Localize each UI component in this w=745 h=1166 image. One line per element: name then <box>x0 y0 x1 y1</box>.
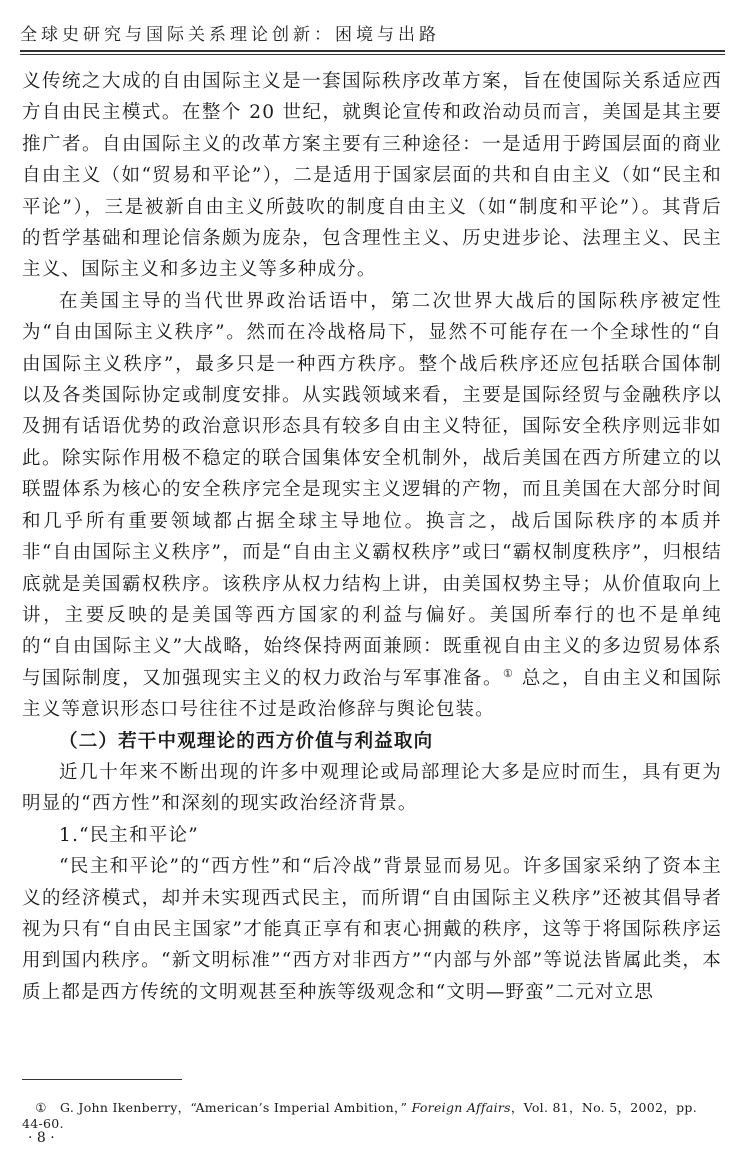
paragraph-1: 义传统之大成的自由国际主义是一套国际秩序改革方案，旨在使国际关系适应西方自由民主模式。在整个 20 世纪，就舆论宣传和政治动员而言，美国是其主要推广者。自由国际主义的改革方案主要有三种途径：一是适用于跨国层面的商业自由主义（如“贸易和平论”），二是适用于国家层面的共和自由主义（如“民主和平论”），三是被新自由主义所鼓吹的制度自由主义（如“制度和平论”）。其背后的哲学基础和理论信条颇为庞杂，包含理性主义、历史进步论、法理主义、民主主义、国际主义和多边主义等多种成分。 <box>22 71 722 281</box>
running-header: 全球史研究与国际关系理论创新：困境与出路 <box>20 25 440 45</box>
paragraph-2 <box>22 286 722 726</box>
body-text <box>22 66 722 1008</box>
footnote-rest: ，Vol. 81，No. 5，2002，pp. 44-60. <box>22 1100 697 1131</box>
footnote-author: G. John Ikenberry，“American’s Imperial Ambition，” <box>60 1100 408 1115</box>
footnote-marker[interactable]: ① <box>503 666 515 680</box>
section-heading: （二）若干中观理论的西方价值与利益取向 <box>59 730 434 752</box>
subsection-heading: 1.“民主和平论” <box>59 824 199 846</box>
paragraph-4: “民主和平论”的“西方性”和“后冷战”背景显而易见。许多国家采纳了资本主义的经济模式，却并未实现西式民主，而所谓“自由国际主义秩序”还被其倡导者视为只有“自由民主国家”才能真正享有和衷心拥戴的秩序，这等于将国际秩序运用到国内秩序。“新文明标准”“西方对非西方”“内部与外部”等说法皆属此类，本质上都是西方传统的文明观甚至种族等级观念和“文明—野蛮”二元对立思 <box>22 856 722 1003</box>
paragraph-2-text: 在美国主导的当代世界政治话语中，第二次世界大战后的国际秩序被定性为“自由国际主义秩序”。然而在冷战格局下，显然不可能存在一个全球性的“自由国际主义秩序”，最多只是一种西方秩序。整个战后秩序还应包括联合国体制以及各类国际协定或制度安排。从实践领域来看，主要是国际经贸与金融秩序以及拥有话语优势的政治意识形态具有较多自由主义特征，国际安全秩序则远非如此。除实际作用极不稳定的联合国集体安全机制外，战后美国在西方所建立的以联盟体系为核心的安全秩序完全是现实主义逻辑的产物，而且美国在大部分时间和几乎所有重要领域都占据全球主导地位。换言之，战后国际秩序的本质并非“自由国际主义秩序”，而是“自由主义霸权秩序”或曰“霸权制度秩序”，归根结底就是美国霸权秩序。该秩序从权力结构上讲，由美国权势主导；从价值取向上讲，主要反映的是美国等西方国家的利益与偏好。美国所奉行的也不是单纯的“自由国际主义”大战略，始终保持两面兼顾：既重视自由主义的多边贸易体系与国际制度，又加强现实主义的权力政治与军事准备。 <box>22 290 722 689</box>
footnote <box>22 1098 722 1131</box>
footnote-journal: Foreign Affairs <box>411 1100 511 1115</box>
page-number: · 8 · <box>28 1130 55 1146</box>
footnote-rule <box>22 1079 182 1080</box>
paragraph-2-tail: 总之，自由主义和国际主义等意识形态口号往往不过是政治修辞与舆论包装。 <box>22 667 722 721</box>
paragraph-3: 近几十年来不断出现的许多中观理论或局部理论大多是应时而生，具有更为明显的“西方性”和深刻的现实政治经济背景。 <box>22 761 722 815</box>
footnote-mark: ① <box>35 1100 47 1115</box>
header-rule-thin <box>20 54 725 55</box>
header-rule-thick <box>20 50 725 52</box>
